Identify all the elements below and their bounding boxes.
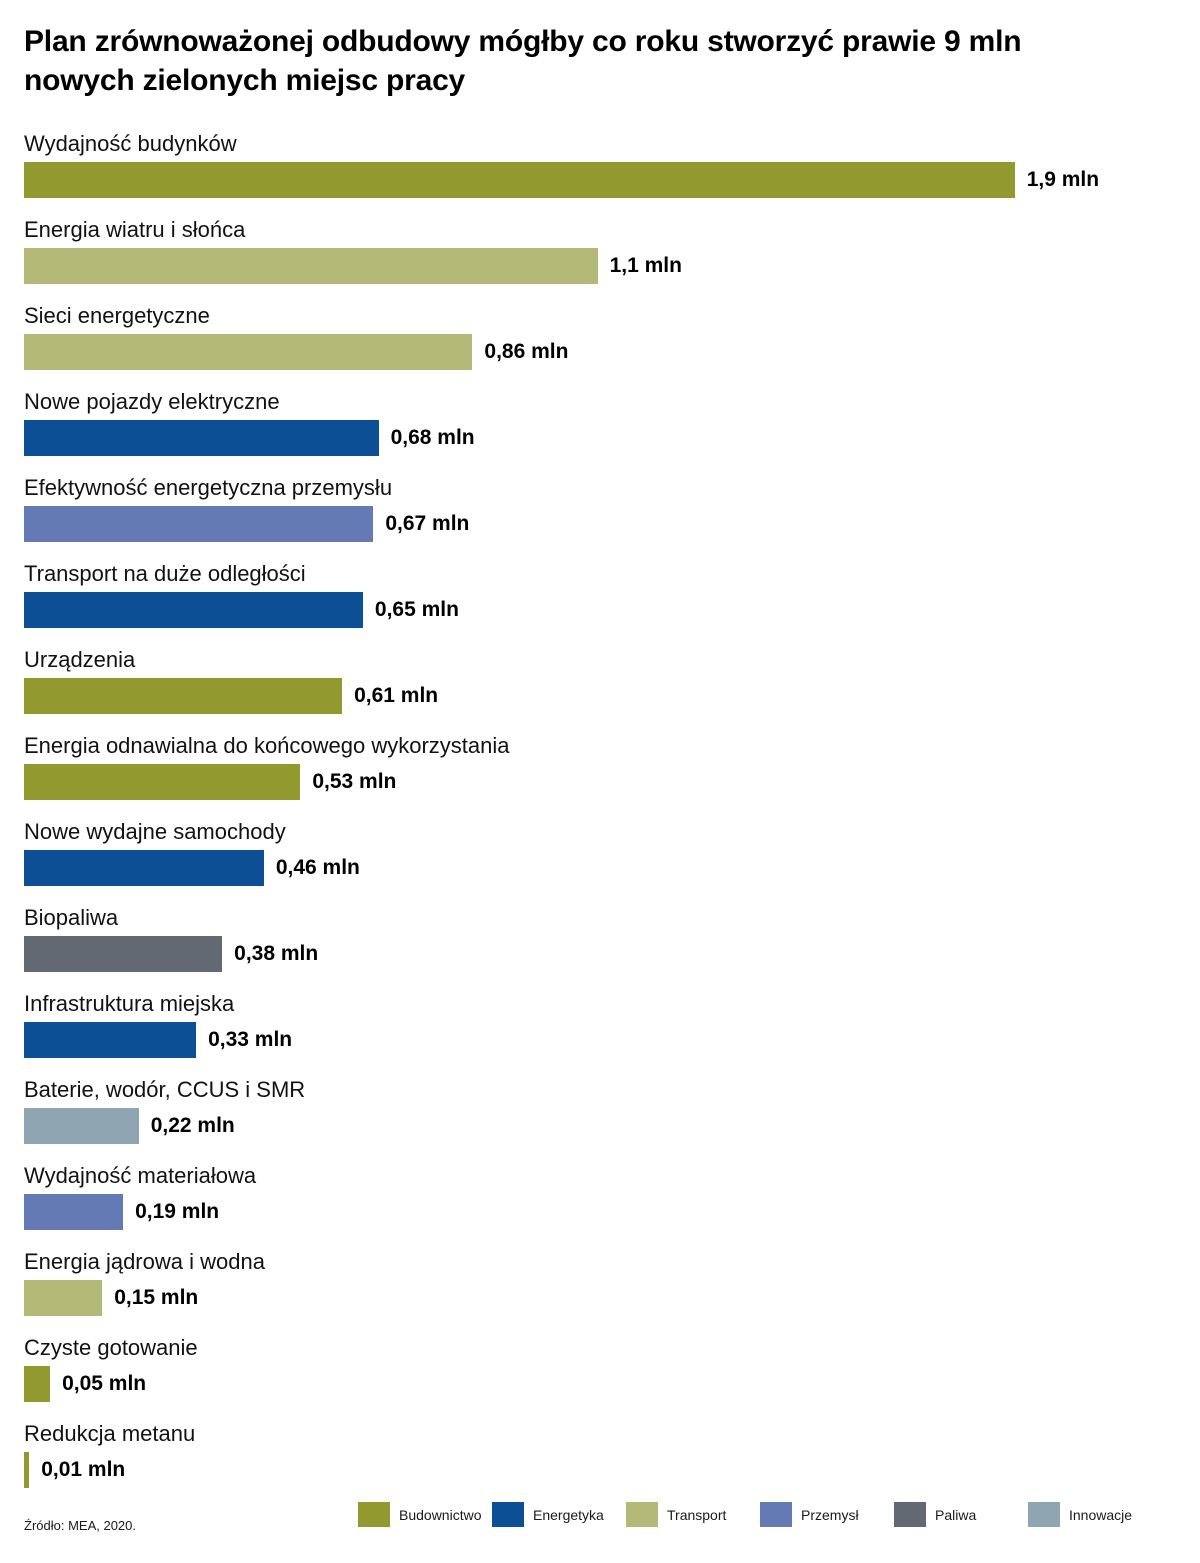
legend-swatch-innowacje	[1028, 1502, 1060, 1527]
legend-swatch-budownictwo	[358, 1502, 390, 1527]
bar-category-label: Czyste gotowanie	[24, 1335, 198, 1360]
bar-row	[24, 1420, 1176, 1488]
bar-line	[24, 764, 1176, 800]
bar-paliwa	[24, 936, 222, 972]
bar-row	[24, 818, 1176, 886]
bar-value-label: 0,67 mln	[385, 512, 470, 535]
bar-value-label: 0,61 mln	[354, 684, 439, 707]
bar-category-label: Biopaliwa	[24, 905, 119, 930]
bar-category-label: Efektywność energetyczna przemysłu	[24, 475, 393, 500]
bar-line	[24, 1280, 1176, 1316]
bar-line	[24, 334, 1176, 370]
bar-row	[24, 1334, 1176, 1402]
bar-energetyka	[24, 1022, 196, 1058]
bar-category-label: Transport na duże odległości	[24, 561, 306, 586]
bar-przemysl	[24, 506, 373, 542]
legend-label: Innowacje	[1069, 1506, 1133, 1523]
bar-line	[24, 420, 1176, 456]
legend-label: Przemysł	[801, 1506, 859, 1523]
legend-swatch-transport	[626, 1502, 658, 1527]
bar-row	[24, 474, 1176, 542]
bar-category-label: Energia jądrowa i wodna	[24, 1249, 265, 1274]
bar-line	[24, 850, 1176, 886]
bar-budownictwo	[24, 1452, 29, 1488]
bar-category-label: Sieci energetyczne	[24, 303, 210, 328]
bar-value-label: 0,86 mln	[484, 340, 569, 363]
bar-value-label: 0,15 mln	[114, 1286, 199, 1309]
bar-line	[24, 506, 1176, 542]
bar-line	[24, 1452, 1176, 1488]
bar-category-label: Nowe wydajne samochody	[24, 819, 286, 844]
bar-value-label: 0,05 mln	[62, 1372, 147, 1395]
legend-label: Paliwa	[935, 1506, 977, 1523]
bar-value-label: 0,68 mln	[390, 426, 475, 449]
bar-budownictwo	[24, 162, 1015, 198]
bar-line	[24, 1366, 1176, 1402]
bar-category-label: Energia wiatru i słońca	[24, 217, 246, 242]
chart-legend	[358, 1502, 1162, 1527]
bar-energetyka	[24, 850, 264, 886]
bar-row	[24, 216, 1176, 284]
bar-row	[24, 1162, 1176, 1230]
legend-label: Energetyka	[533, 1506, 604, 1523]
bar-line	[24, 1108, 1176, 1144]
bar-category-label: Wydajność budynków	[24, 131, 237, 156]
bar-chart	[24, 130, 1176, 1488]
bar-row	[24, 990, 1176, 1058]
bar-line	[24, 1194, 1176, 1230]
bar-row	[24, 1076, 1176, 1144]
bar-line	[24, 936, 1176, 972]
bar-line	[24, 162, 1176, 198]
bar-category-label: Baterie, wodór, CCUS i SMR	[24, 1077, 306, 1102]
legend-item-budownictwo	[358, 1502, 492, 1527]
bar-innowacje	[24, 1108, 139, 1144]
bar-energetyka	[24, 592, 363, 628]
bar-value-label: 0,65 mln	[374, 598, 459, 621]
bar-value-label: 0,38 mln	[234, 942, 319, 965]
bar-category-label: Wydajność materiałowa	[24, 1163, 257, 1188]
bar-value-label: 1,9 mln	[1026, 168, 1100, 191]
bar-row	[24, 560, 1176, 628]
legend-item-energetyka	[492, 1502, 626, 1527]
bar-value-label: 0,53 mln	[312, 770, 397, 793]
bar-line	[24, 678, 1176, 714]
legend-label: Budownictwo	[399, 1506, 482, 1523]
bar-value-label: 0,01 mln	[41, 1458, 126, 1481]
bar-line	[24, 248, 1176, 284]
bar-line	[24, 1022, 1176, 1058]
bar-row	[24, 388, 1176, 456]
bar-row	[24, 302, 1176, 370]
bar-budownictwo	[24, 678, 342, 714]
legend-item-innowacje	[1028, 1502, 1162, 1527]
bar-budownictwo	[24, 1366, 50, 1402]
page-title: Plan zrównoważonej odbudowy mógłby co roku stworzyć prawie 9 mln nowych zielonych miejsc pracy	[24, 25, 1022, 97]
legend-swatch-energetyka	[492, 1502, 524, 1527]
bar-category-label: Energia odnawialna do końcowego wykorzystania	[24, 733, 510, 758]
bar-line	[24, 592, 1176, 628]
bar-row	[24, 130, 1176, 198]
legend-item-transport	[626, 1502, 760, 1527]
bar-category-label: Urządzenia	[24, 647, 136, 672]
bar-transport	[24, 334, 472, 370]
bar-category-label: Redukcja metanu	[24, 1421, 196, 1446]
bar-transport	[24, 1280, 102, 1316]
bar-value-label: 0,46 mln	[275, 856, 360, 879]
bar-value-label: 0,33 mln	[208, 1028, 293, 1051]
bar-przemysl	[24, 1194, 123, 1230]
bar-row	[24, 1248, 1176, 1316]
bar-transport	[24, 248, 598, 284]
legend-swatch-przemysl	[760, 1502, 792, 1527]
bar-category-label: Infrastruktura miejska	[24, 991, 235, 1016]
bar-value-label: 1,1 mln	[609, 254, 682, 277]
bar-energetyka	[24, 420, 379, 456]
legend-label: Transport	[667, 1506, 727, 1523]
bar-row	[24, 646, 1176, 714]
source-note: Źródło: MEA, 2020.	[24, 1518, 136, 1533]
bar-category-label: Nowe pojazdy elektryczne	[24, 389, 280, 414]
legend-item-przemysl	[760, 1502, 894, 1527]
bar-value-label: 0,22 mln	[150, 1114, 235, 1137]
bar-row	[24, 904, 1176, 972]
legend-swatch-paliwa	[894, 1502, 926, 1527]
bar-budownictwo	[24, 764, 300, 800]
bar-row	[24, 732, 1176, 800]
legend-item-paliwa	[894, 1502, 1028, 1527]
bar-value-label: 0,19 mln	[135, 1200, 220, 1223]
